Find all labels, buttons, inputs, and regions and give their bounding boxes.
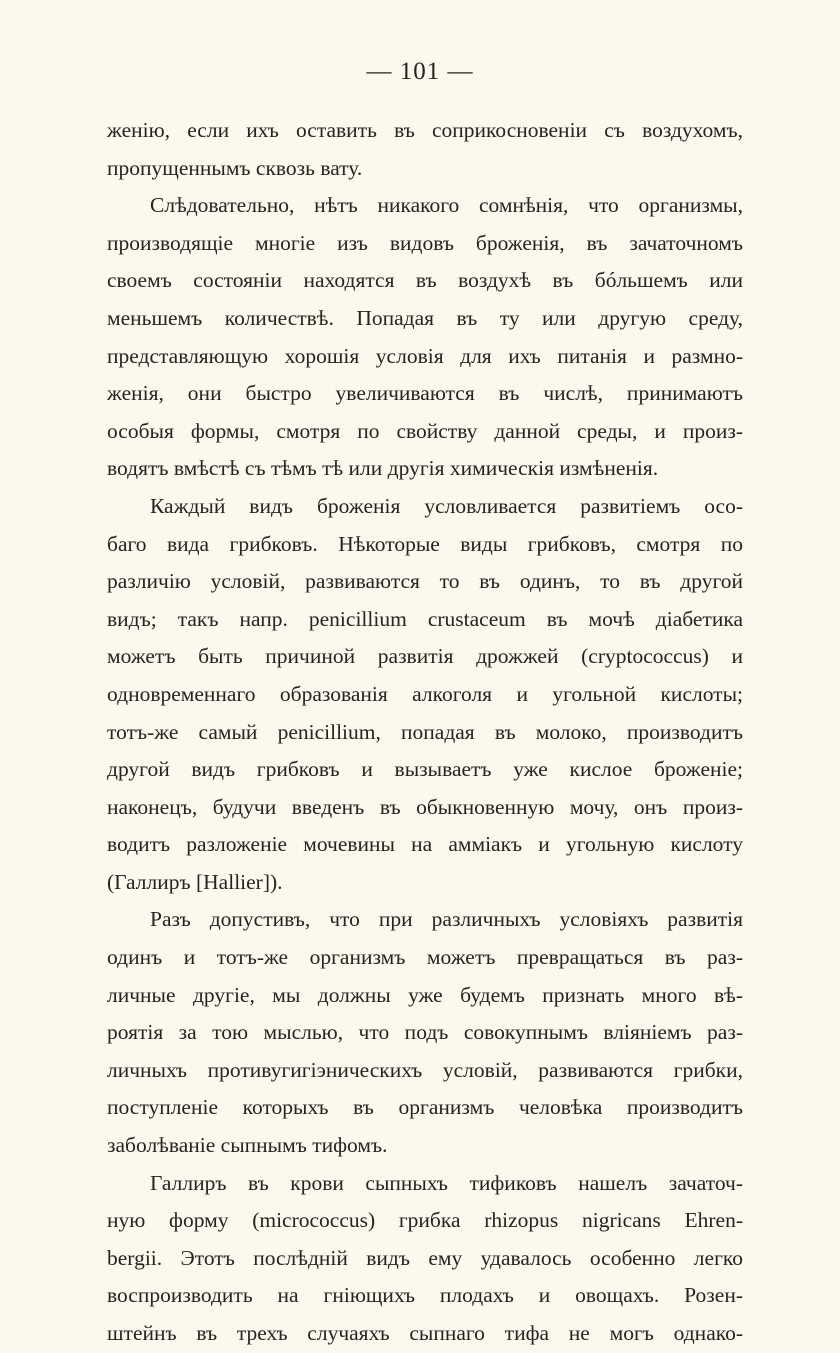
text-line: баго вида грибковъ. Нѣкоторые виды грибковъ, смотря по (107, 531, 743, 556)
text-line: заболѣваніе сыпнымъ тифомъ. (107, 1133, 388, 1158)
text-line: Каждый видъ броженія условливается развитіемъ осо- (150, 493, 743, 518)
text-line: Разъ допустивъ, что при различныхъ условіяхъ развитія (150, 907, 743, 932)
text-line: наконецъ, будучи введенъ въ обыкновенную мочу, онъ произ- (107, 794, 743, 819)
text-line: роятія за тою мыслью, что подъ совокупнымъ вліяніемъ раз- (107, 1020, 743, 1045)
text-line: одинъ и тотъ-же организмъ можетъ превращаться въ раз- (107, 945, 743, 970)
text-line: Галлиръ въ крови сыпныхъ тификовъ нашелъ зачаточ- (150, 1170, 743, 1195)
text-line: производящіе многіе изъ видовъ броженія, въ зачаточномъ (107, 230, 743, 255)
text-line: воспроизводить на гніющихъ плодахъ и овощахъ. Розен- (107, 1283, 743, 1308)
text-line: представляющую хорошія условія для ихъ питанія и размно- (107, 343, 743, 368)
text-line: одновременнаго образованія алкоголя и угольной кислоты; (107, 681, 743, 706)
text-line: женію, если ихъ оставить въ соприкосновеніи съ воздухомъ, (107, 118, 743, 142)
text-line: можетъ быть причиной развитія дрожжей (cryptococcus) и (107, 644, 743, 669)
text-line: поступленіе которыхъ въ организмъ человѣка производитъ (107, 1095, 743, 1120)
text-line: другой видъ грибковъ и вызываетъ уже кислое броженіе; (107, 757, 743, 782)
text-line: ную форму (micrococcus) грибка rhizopus nigricans Ehren- (107, 1208, 743, 1233)
text-line: особыя формы, смотря по свойству данной среды, и произ- (107, 418, 743, 443)
text-line: женія, они быстро увеличиваются въ числѣ, принимаютъ (107, 381, 743, 406)
text-line: своемъ состояніи находятся въ воздухѣ въ бóльшемъ или (107, 268, 743, 293)
text-line: личные другіе, мы должны уже будемъ признать много вѣ- (107, 982, 743, 1007)
text-line: личныхъ противугигіэническихъ условій, развиваются грибки, (107, 1057, 743, 1082)
text-line: водитъ разложеніе мочевины на амміакъ и угольную кислоту (107, 832, 743, 857)
text-line: Слѣдовательно, нѣтъ никакого сомнѣнія, что организмы, (150, 193, 743, 218)
page-number: — 101 — (366, 58, 474, 85)
text-line: различію условій, развиваются то въ одинъ, то въ другой (107, 569, 743, 594)
text-line: тотъ-же самый penicillium, попадая въ молоко, производитъ (107, 719, 743, 744)
text-line: (Галлиръ [Hallier]). (107, 869, 283, 894)
text-line: штейнъ въ трехъ случаяхъ сыпнаго тифа не могъ однако- (107, 1321, 743, 1345)
text-line: bergii. Этотъ послѣдній видъ ему удавалось особенно легко (107, 1245, 743, 1270)
body-text (107, 112, 743, 1353)
text-line: видъ; такъ напр. penicillium crustaceum въ мочѣ діабетика (107, 606, 743, 631)
text-line: пропущеннымъ сквозь вату. (107, 155, 363, 180)
text-line: водятъ вмѣстѣ съ тѣмъ тѣ или другія химическія измѣненія. (107, 456, 659, 481)
text-line: меньшемъ количествѣ. Попадая въ ту или другую среду, (107, 305, 743, 330)
